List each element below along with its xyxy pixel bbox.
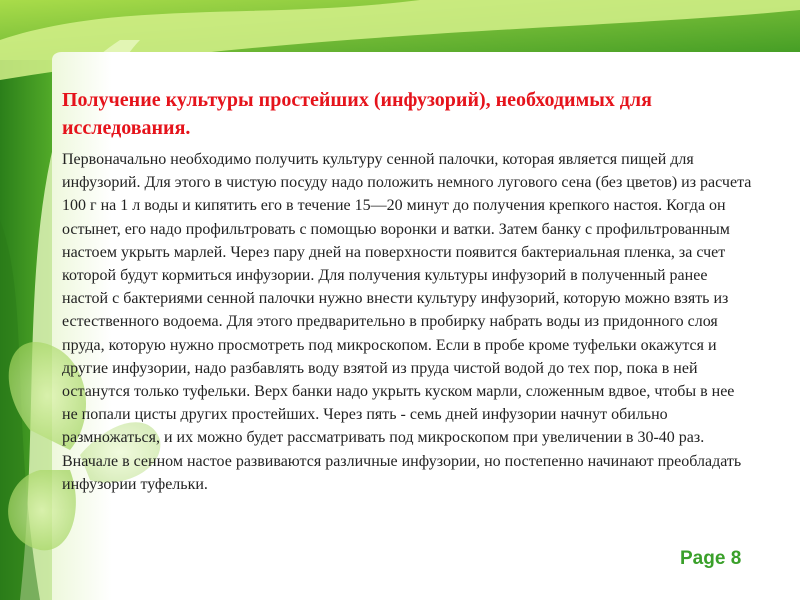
page-number: Page 8: [680, 548, 742, 569]
slide-body-text: Первоначально необходимо получить культуру сенной палочки, которая является пищей для инфузорий. Для этого в чистую посуду надо положить немного лугового сена (без цветов) из расчета 100 г на 1 л воды и кипятить его в течение 15—20 минут до получения крепкого настоя. Когда он остынет, его надо профильтровать с помощью воронки и ватки. Затем банку с профильтрованным настоем укрыть марлей. Через пару дней на поверхности появится бактериальная пленка, за счет которой будут кормиться инфузории. Для получения культуры инфузорий в полученный ранее настой с бактериями сенной палочки нужно внести культуру инфузорий, которую можно взять из естественного водоема. Для этого предварительно в пробирку набрать воды из придонного слоя пруда, которую нужно просмотреть под микроскопом. Если в пробе кроме туфельки окажутся и другие инфузории, надо разбавлять воду взятой из пруда чистой водой до тех пор, пока в ней останутся только туфельки. Верх банки надо укрыть куском марли, сложенным вдвое, чтобы в нее не попали цисты других простейших. Через пять - семь дней инфузории начнут обильно размножаться, и их можно будет рассматривать под микроскопом при увеличении в 30-40 раз. Вначале в сенном настое развиваются различные инфузории, но постепенно начинают преобладать инфузории туфельки.: [62, 151, 752, 493]
slide-title: Получение культуры простейших (инфузорий), необходимых для исследования.: [62, 89, 652, 139]
